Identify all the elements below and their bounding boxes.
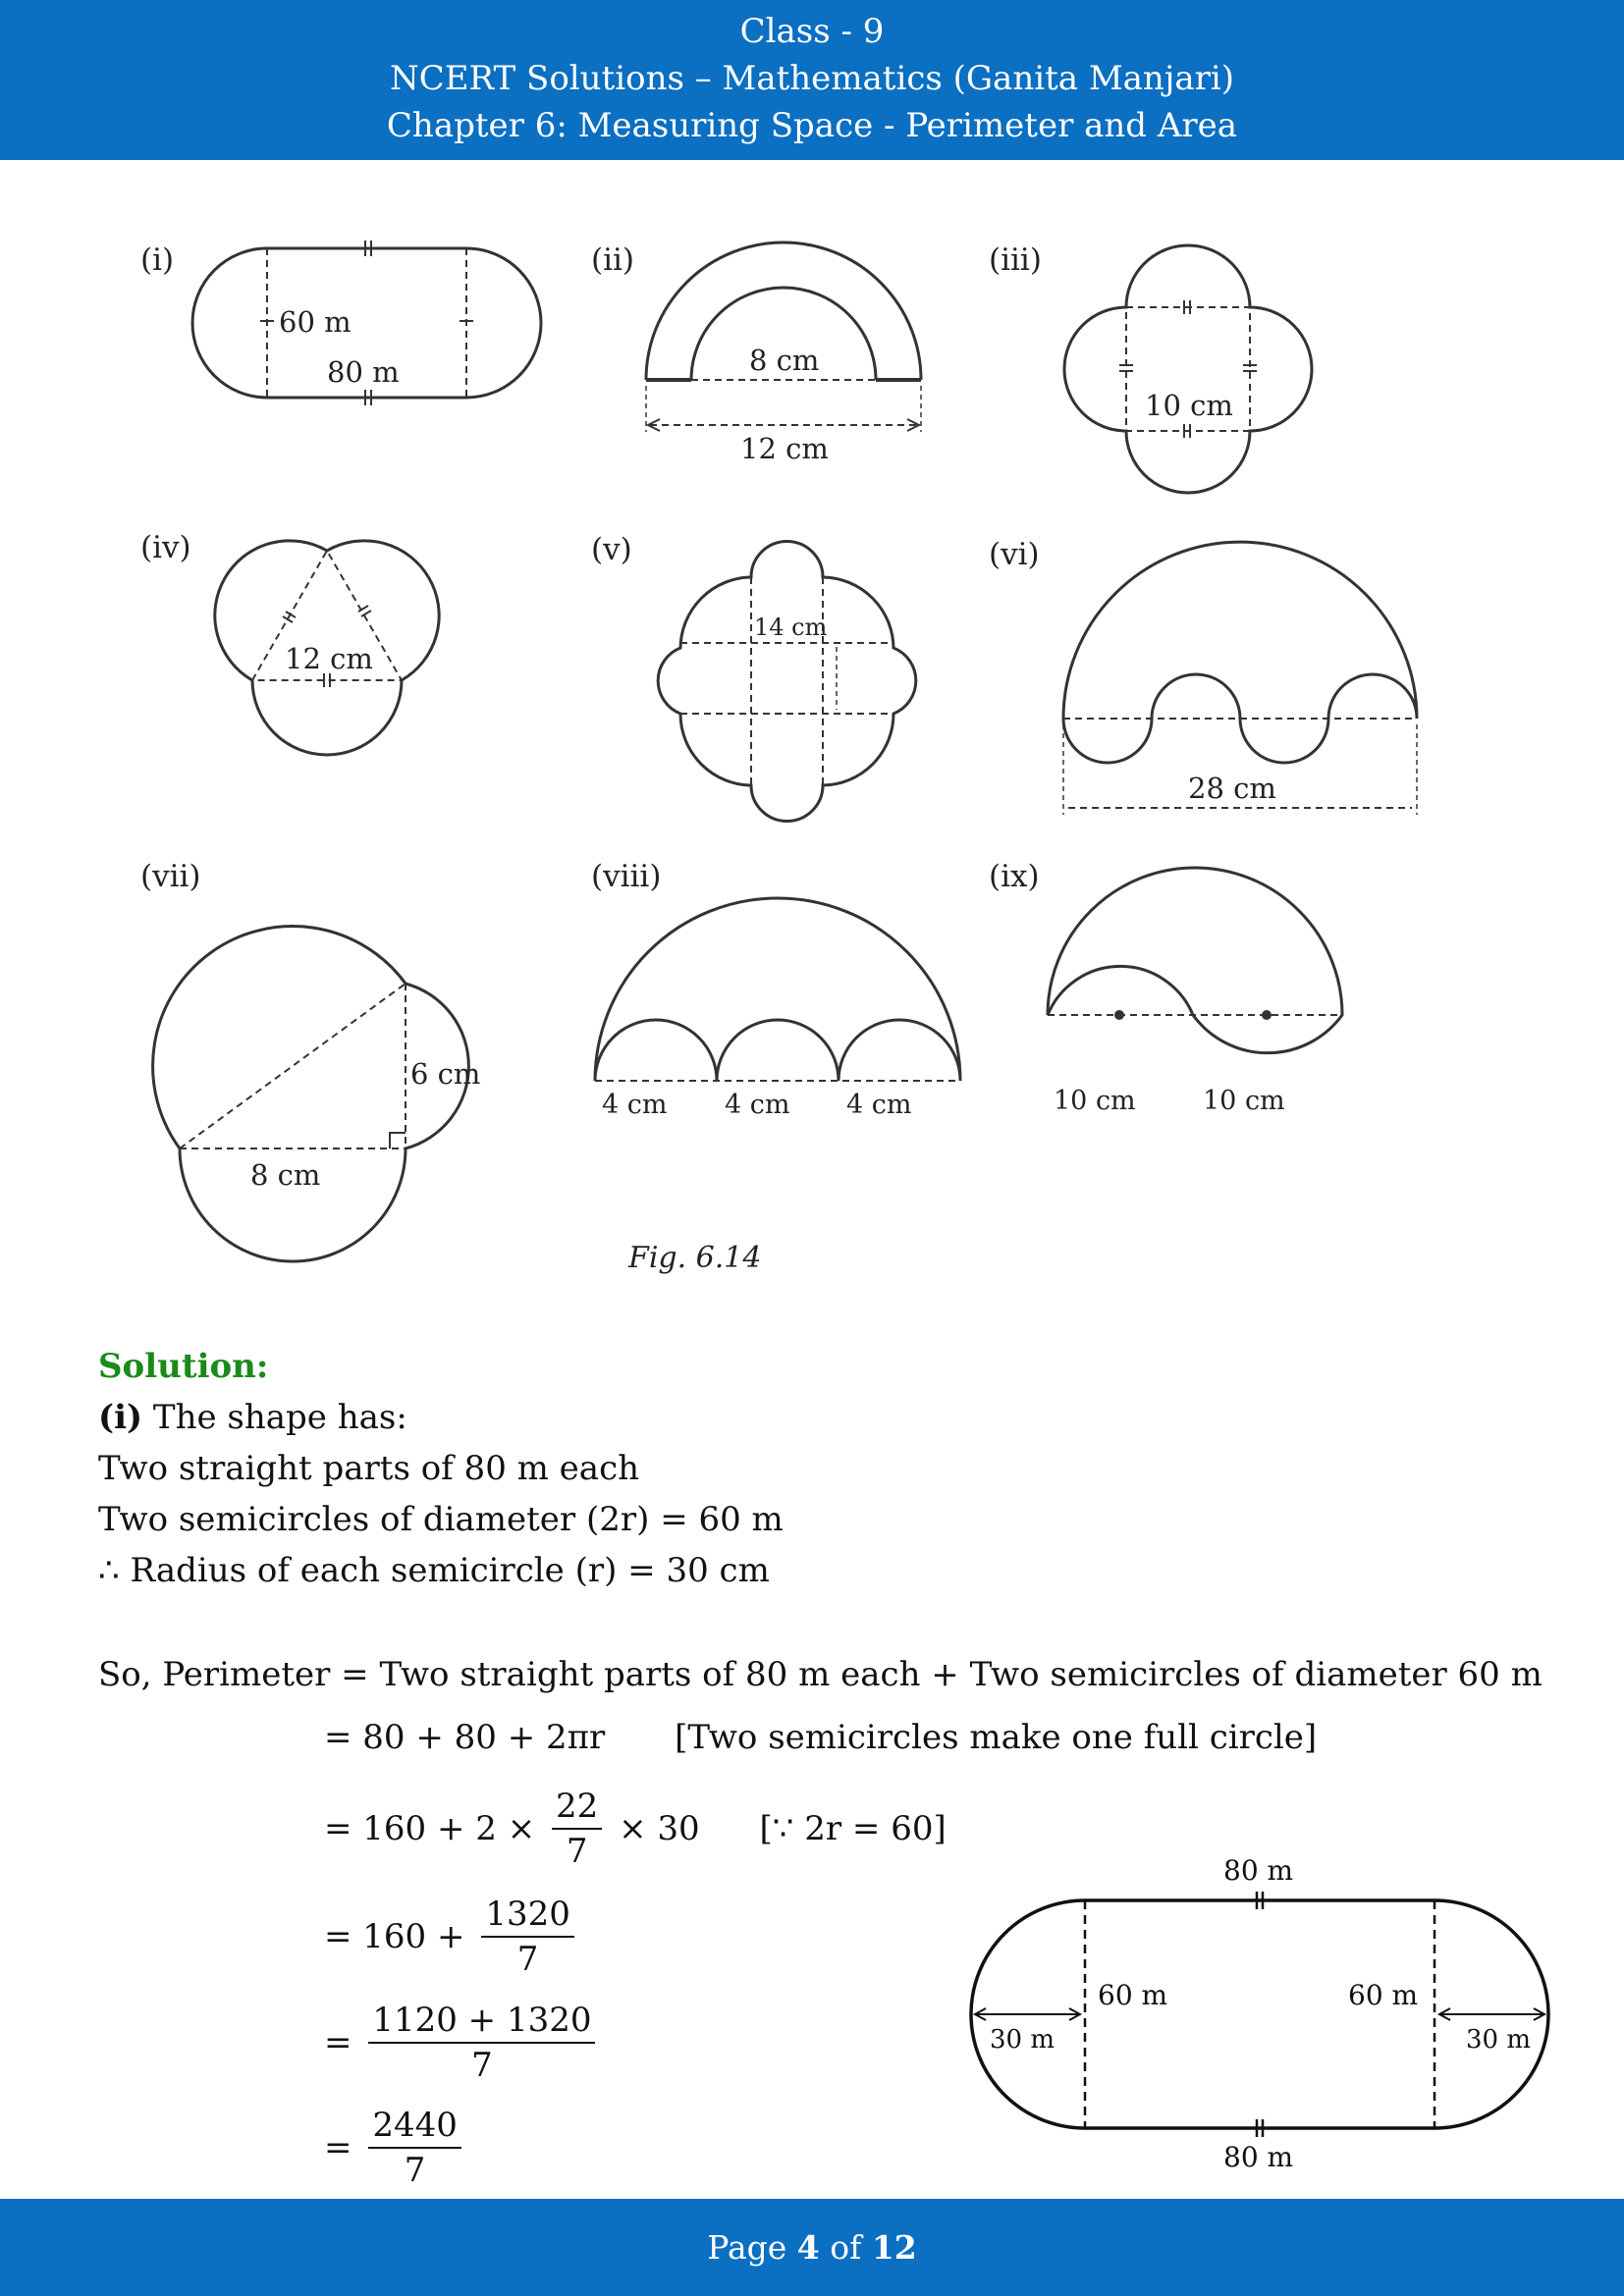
figure-iv xyxy=(140,530,439,755)
figure-v xyxy=(591,532,916,822)
step2-num: 22 xyxy=(552,1785,602,1830)
label-i: (i) xyxy=(140,242,175,278)
step2-note: [∵ 2r = 60] xyxy=(759,1809,947,1848)
step2-pre: = 160 + 2 × xyxy=(324,1809,536,1848)
figure-vi xyxy=(989,537,1417,815)
fraction-2440-7 xyxy=(368,2104,461,2192)
label-vii: (vii) xyxy=(140,859,201,894)
step3-den: 7 xyxy=(516,1940,539,1979)
dim-ix-seg2: 10 cm xyxy=(1203,1086,1285,1116)
solution-diagram xyxy=(923,1836,1591,2189)
solution-line-3: Two semicircles of diameter (2r) = 60 m xyxy=(98,1500,784,1539)
figure-iii xyxy=(989,242,1312,493)
fraction-1320-7 xyxy=(481,1893,574,1981)
figure-6-14 xyxy=(0,160,1624,1318)
fraction-sum-7 xyxy=(368,1999,595,2087)
figure-ix xyxy=(989,859,1342,1116)
label-v: (v) xyxy=(591,532,632,567)
diagram-right-radius: 30 m xyxy=(1466,2025,1532,2055)
step4-num: 1120 + 1320 xyxy=(368,1999,595,2044)
solution-heading xyxy=(98,1341,268,1392)
label-iii: (iii) xyxy=(989,242,1042,278)
diagram-right-width: 60 m xyxy=(1348,1979,1419,2011)
dim-i-width: 60 m xyxy=(279,305,352,339)
diagram-left-radius: 30 m xyxy=(990,2025,1056,2055)
footer-mid: of xyxy=(830,2228,862,2267)
dim-ii-inner: 8 cm xyxy=(749,344,820,377)
dim-vii-vertical: 6 cm xyxy=(410,1057,481,1091)
label-vi: (vi) xyxy=(989,537,1040,572)
perimeter-line: So, Perimeter = Two straight parts of 80 m each + Two semicircles of diameter 60 m xyxy=(98,1655,1543,1694)
diagram-left-width: 60 m xyxy=(1098,1979,1168,2011)
step2-den: 7 xyxy=(566,1832,588,1871)
dim-i-length: 80 m xyxy=(327,355,400,389)
dim-iii-side: 10 cm xyxy=(1145,389,1233,422)
label-viii: (viii) xyxy=(591,859,662,894)
step4-pre: = xyxy=(324,2023,352,2062)
solution-line-2: Two straight parts of 80 m each xyxy=(98,1449,640,1488)
part-label: (i) xyxy=(98,1398,143,1437)
step-5 xyxy=(324,2104,467,2192)
step1-expr: = 80 + 80 + 2πr xyxy=(324,1718,606,1757)
step-3 xyxy=(324,1893,580,1981)
step-1 xyxy=(324,1718,1317,1757)
step4-den: 7 xyxy=(471,2046,493,2085)
figure-viii xyxy=(591,859,960,1120)
solution-line-4: ∴ Radius of each semicircle (r) = 30 cm xyxy=(98,1551,770,1590)
step2-post: × 30 xyxy=(619,1809,700,1848)
dim-iv-side: 12 cm xyxy=(285,642,373,675)
step5-den: 7 xyxy=(404,2151,426,2190)
page-header xyxy=(0,0,1624,160)
figure-caption: Fig. 6.14 xyxy=(628,1241,762,1275)
step1-note: [Two semicircles make one full circle] xyxy=(675,1718,1318,1757)
header-class: Class - 9 xyxy=(739,12,885,51)
dim-vii-base: 8 cm xyxy=(250,1158,321,1192)
step3-pre: = 160 + xyxy=(324,1917,465,1956)
fraction-22-7 xyxy=(552,1785,602,1873)
label-iv: (iv) xyxy=(140,530,191,565)
step5-num: 2440 xyxy=(368,2104,461,2149)
dim-viii-seg2: 4 cm xyxy=(725,1090,790,1120)
line1-text: The shape has: xyxy=(152,1398,407,1437)
dim-viii-seg3: 4 cm xyxy=(846,1090,912,1120)
solution-line-1 xyxy=(98,1392,407,1443)
diagram-top-label: 80 m xyxy=(1223,1854,1294,1887)
footer-current-page: 4 xyxy=(796,2228,820,2267)
step5-pre: = xyxy=(324,2128,352,2167)
dim-v-side: 14 cm xyxy=(754,614,828,641)
label-ix: (ix) xyxy=(989,859,1040,894)
footer-prefix: Page xyxy=(707,2228,787,2267)
dim-ii-outer: 12 cm xyxy=(740,432,829,465)
dim-ix-seg1: 10 cm xyxy=(1054,1086,1136,1116)
header-chapter: Chapter 6: Measuring Space - Perimeter and Area xyxy=(386,106,1238,145)
dim-viii-seg1: 4 cm xyxy=(602,1090,668,1120)
figure-ii xyxy=(591,242,921,465)
page-footer xyxy=(0,2199,1624,2296)
dim-vi-base: 28 cm xyxy=(1188,772,1276,805)
figure-i xyxy=(140,240,541,405)
step-4 xyxy=(324,1999,601,2087)
footer-total-pages: 12 xyxy=(871,2228,917,2267)
figure-vii xyxy=(140,859,480,1261)
solution-heading-text: Solution: xyxy=(98,1347,269,1386)
header-subject: NCERT Solutions – Mathematics (Ganita Manjari) xyxy=(389,59,1235,98)
step3-num: 1320 xyxy=(481,1893,574,1938)
diagram-bottom-label: 80 m xyxy=(1223,2141,1294,2173)
step-2 xyxy=(324,1785,947,1873)
label-ii: (ii) xyxy=(591,242,635,278)
